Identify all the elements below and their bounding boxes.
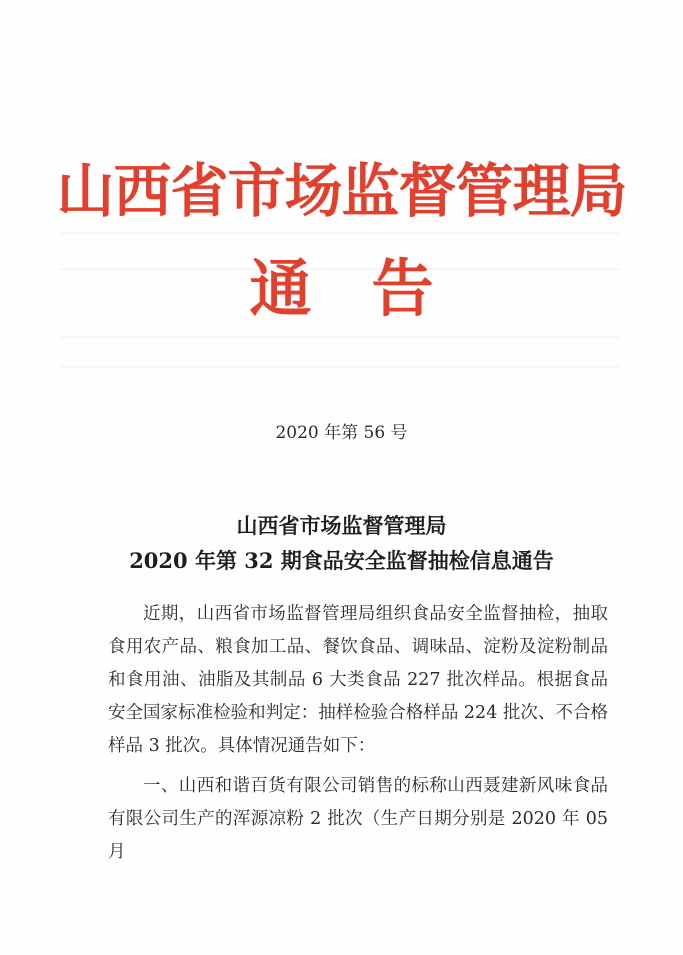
- notice-title-char-1: 通: [249, 252, 312, 325]
- announcement-heading-line-1: 山西省市场监督管理局: [236, 513, 447, 538]
- body-paragraph-2: [108, 770, 608, 869]
- body-paragraph-2-text: 一、山西和谐百货有限公司销售的标称山西聂建新风味食品有限公司生产的浑源凉粉 2 批次（生产日期分别是 2020 年 05 月: [108, 776, 608, 862]
- scan-artifact: [60, 336, 620, 338]
- scan-artifact: [60, 232, 620, 234]
- scan-artifact: [60, 366, 620, 368]
- body-paragraph-1: [108, 598, 608, 763]
- body-paragraph-1-text: 近期，山西省市场监督管理局组织食品安全监督抽检，抽取食用农产品、粮食加工品、餐饮食品、调味品、淀粉及淀粉制品和食用油、油脂及其制品 6 大类食品 227 批次样品。根据食品安全国家标准检验和判定：抽样检验合格样品 224 批次、不合格样品 3 批次。具体情况通告如下：: [108, 604, 608, 756]
- document-number: 2020 年第 56 号: [275, 423, 408, 443]
- announcement-heading-line-2: 2020 年第 32 期食品安全监督抽检信息通告: [129, 548, 554, 573]
- notice-title: [0, 252, 683, 325]
- issuing-authority-title: 山西省市场监督管理局: [56, 157, 627, 225]
- notice-title-char-2: 告: [371, 252, 434, 325]
